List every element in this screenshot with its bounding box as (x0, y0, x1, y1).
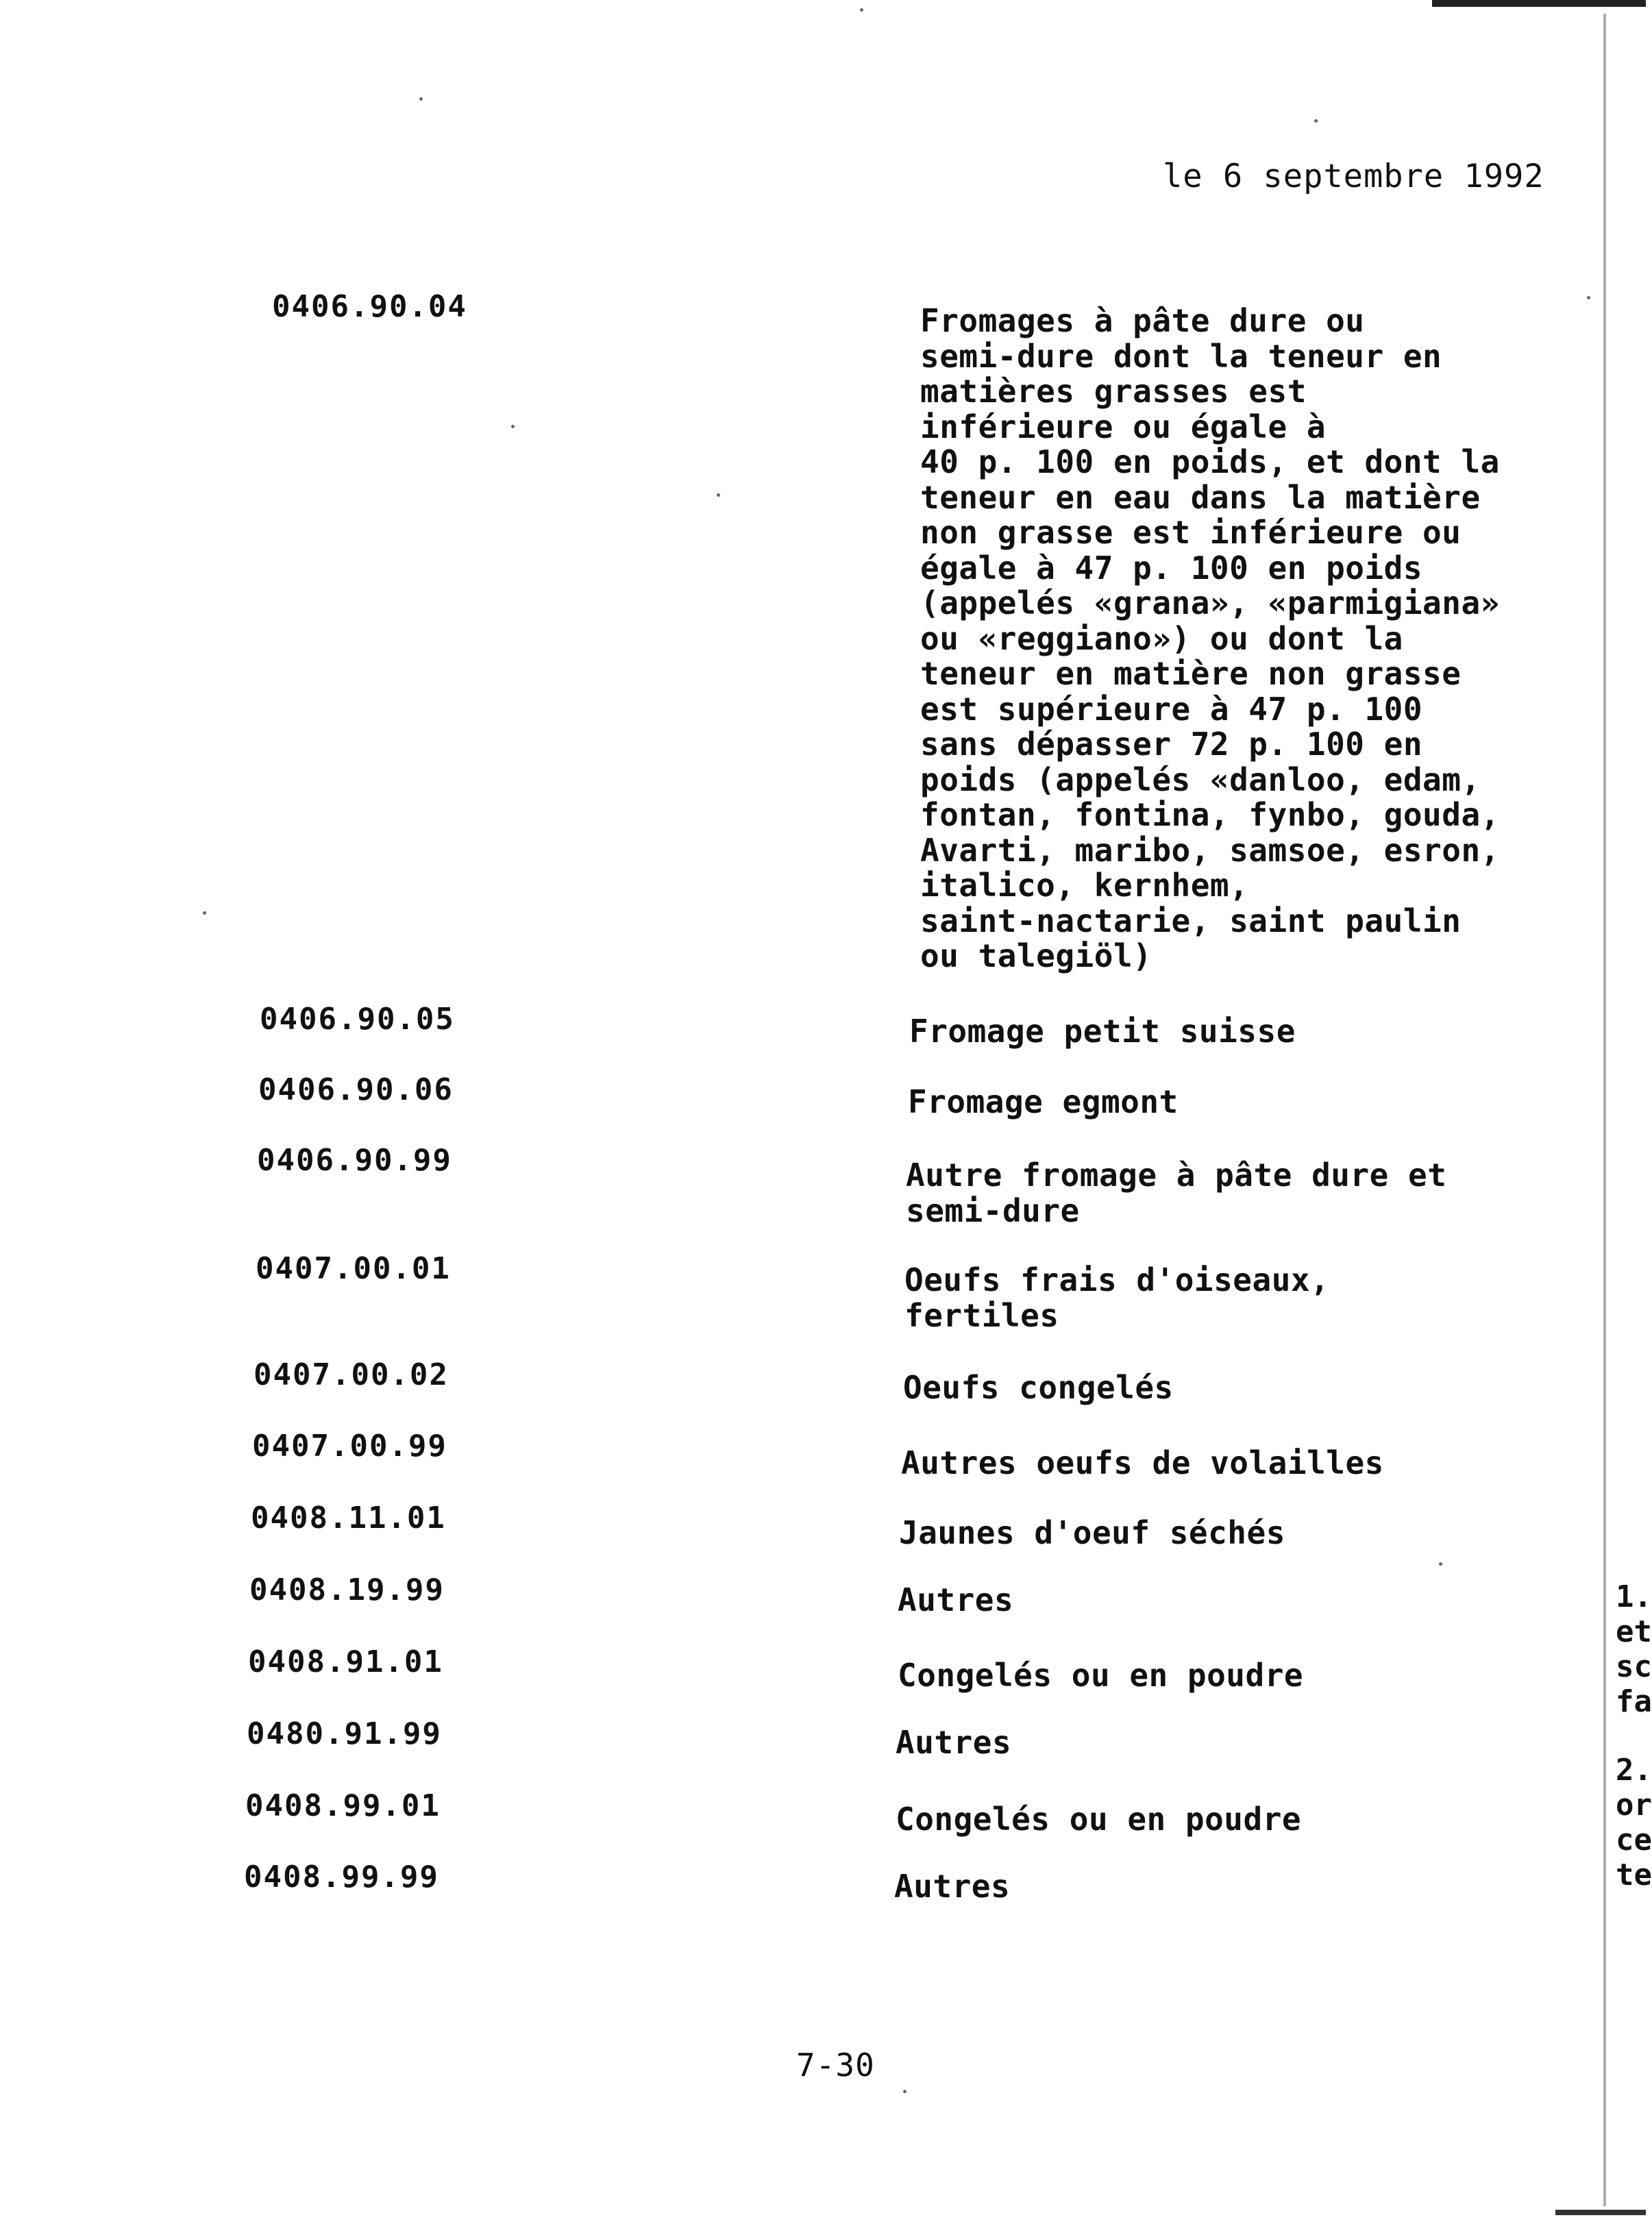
scan-speck (511, 425, 515, 428)
scan-edge-right (1603, 14, 1606, 2206)
tariff-description: Congelés ou en poudre (898, 1657, 1304, 1694)
tariff-description: Fromages à pâte dure ou semi-dure dont la teneur en matières grasses est inférieure ou égale à 40 p. 100 en poids, et dont la teneur en eau dans la matière non grasse est inférieure ou égale à 47 p. 100 en poids (appelés «grana», «parmigiana» ou «reggiano») ou dont la teneur en matière non grasse est supérieure à 47 p. 100 sans dépasser 72 p. 100 en poids (appelés «danloo, edam, fontan, fontina, fynbo, gouda, Avarti, maribo, samsoe, esron, italico, kernhem, saint-nactarie, saint paulin ou talegiöl) (920, 302, 1500, 974)
page-number: 7-30 (796, 2047, 875, 2084)
tariff-description: Autres (896, 1724, 1012, 1761)
tariff-code: 0408.19.99 (249, 1572, 445, 1607)
tariff-code: 0480.91.99 (247, 1716, 442, 1751)
tariff-description: Congelés ou en poudre (896, 1801, 1302, 1838)
scan-edge-top (1432, 0, 1646, 7)
tariff-code: 0408.99.01 (245, 1788, 441, 1823)
tariff-code: 0408.91.01 (248, 1644, 443, 1679)
tariff-code: 0406.90.05 (260, 1002, 455, 1037)
tariff-description: Fromage petit suisse (909, 1013, 1296, 1050)
tariff-description: Autre fromage à pâte dure et semi-dure (906, 1157, 1447, 1229)
scan-speck (860, 8, 863, 12)
scan-speck (903, 2090, 907, 2093)
scan-speck (717, 493, 720, 497)
tariff-description: Oeufs congelés (903, 1369, 1174, 1406)
tariff-description: Fromage egmont (908, 1083, 1179, 1120)
scan-edge-bottom (1555, 2210, 1646, 2215)
scan-speck (1587, 296, 1590, 299)
document-date: le 6 septembre 1992 (1163, 158, 1544, 195)
scan-speck (1439, 1562, 1442, 1566)
scan-speck (1314, 119, 1318, 123)
cut-off-note-2: 2. or ce te (1616, 1753, 1652, 1892)
tariff-code: 0406.90.99 (257, 1143, 452, 1178)
scan-speck (419, 97, 423, 101)
tariff-description: Jaunes d'oeuf séchés (899, 1514, 1285, 1551)
tariff-description: Autres (894, 1868, 1011, 1905)
tariff-code: 0407.00.99 (252, 1429, 447, 1464)
cut-off-note-1: 1. et sc fa (1616, 1579, 1652, 1719)
tariff-description: Oeufs frais d'oiseaux, fertiles (904, 1261, 1330, 1334)
tariff-code: 0408.99.99 (244, 1860, 439, 1895)
tariff-description: Autres oeufs de volailles (901, 1444, 1384, 1481)
scan-speck (203, 911, 206, 915)
tariff-code: 0408.11.01 (251, 1501, 446, 1535)
tariff-description: Autres (898, 1581, 1014, 1618)
tariff-code: 0407.00.02 (254, 1357, 449, 1392)
tariff-code: 0407.00.01 (256, 1251, 451, 1286)
tariff-code: 0406.90.06 (258, 1072, 454, 1107)
tariff-code: 0406.90.04 (272, 289, 467, 324)
